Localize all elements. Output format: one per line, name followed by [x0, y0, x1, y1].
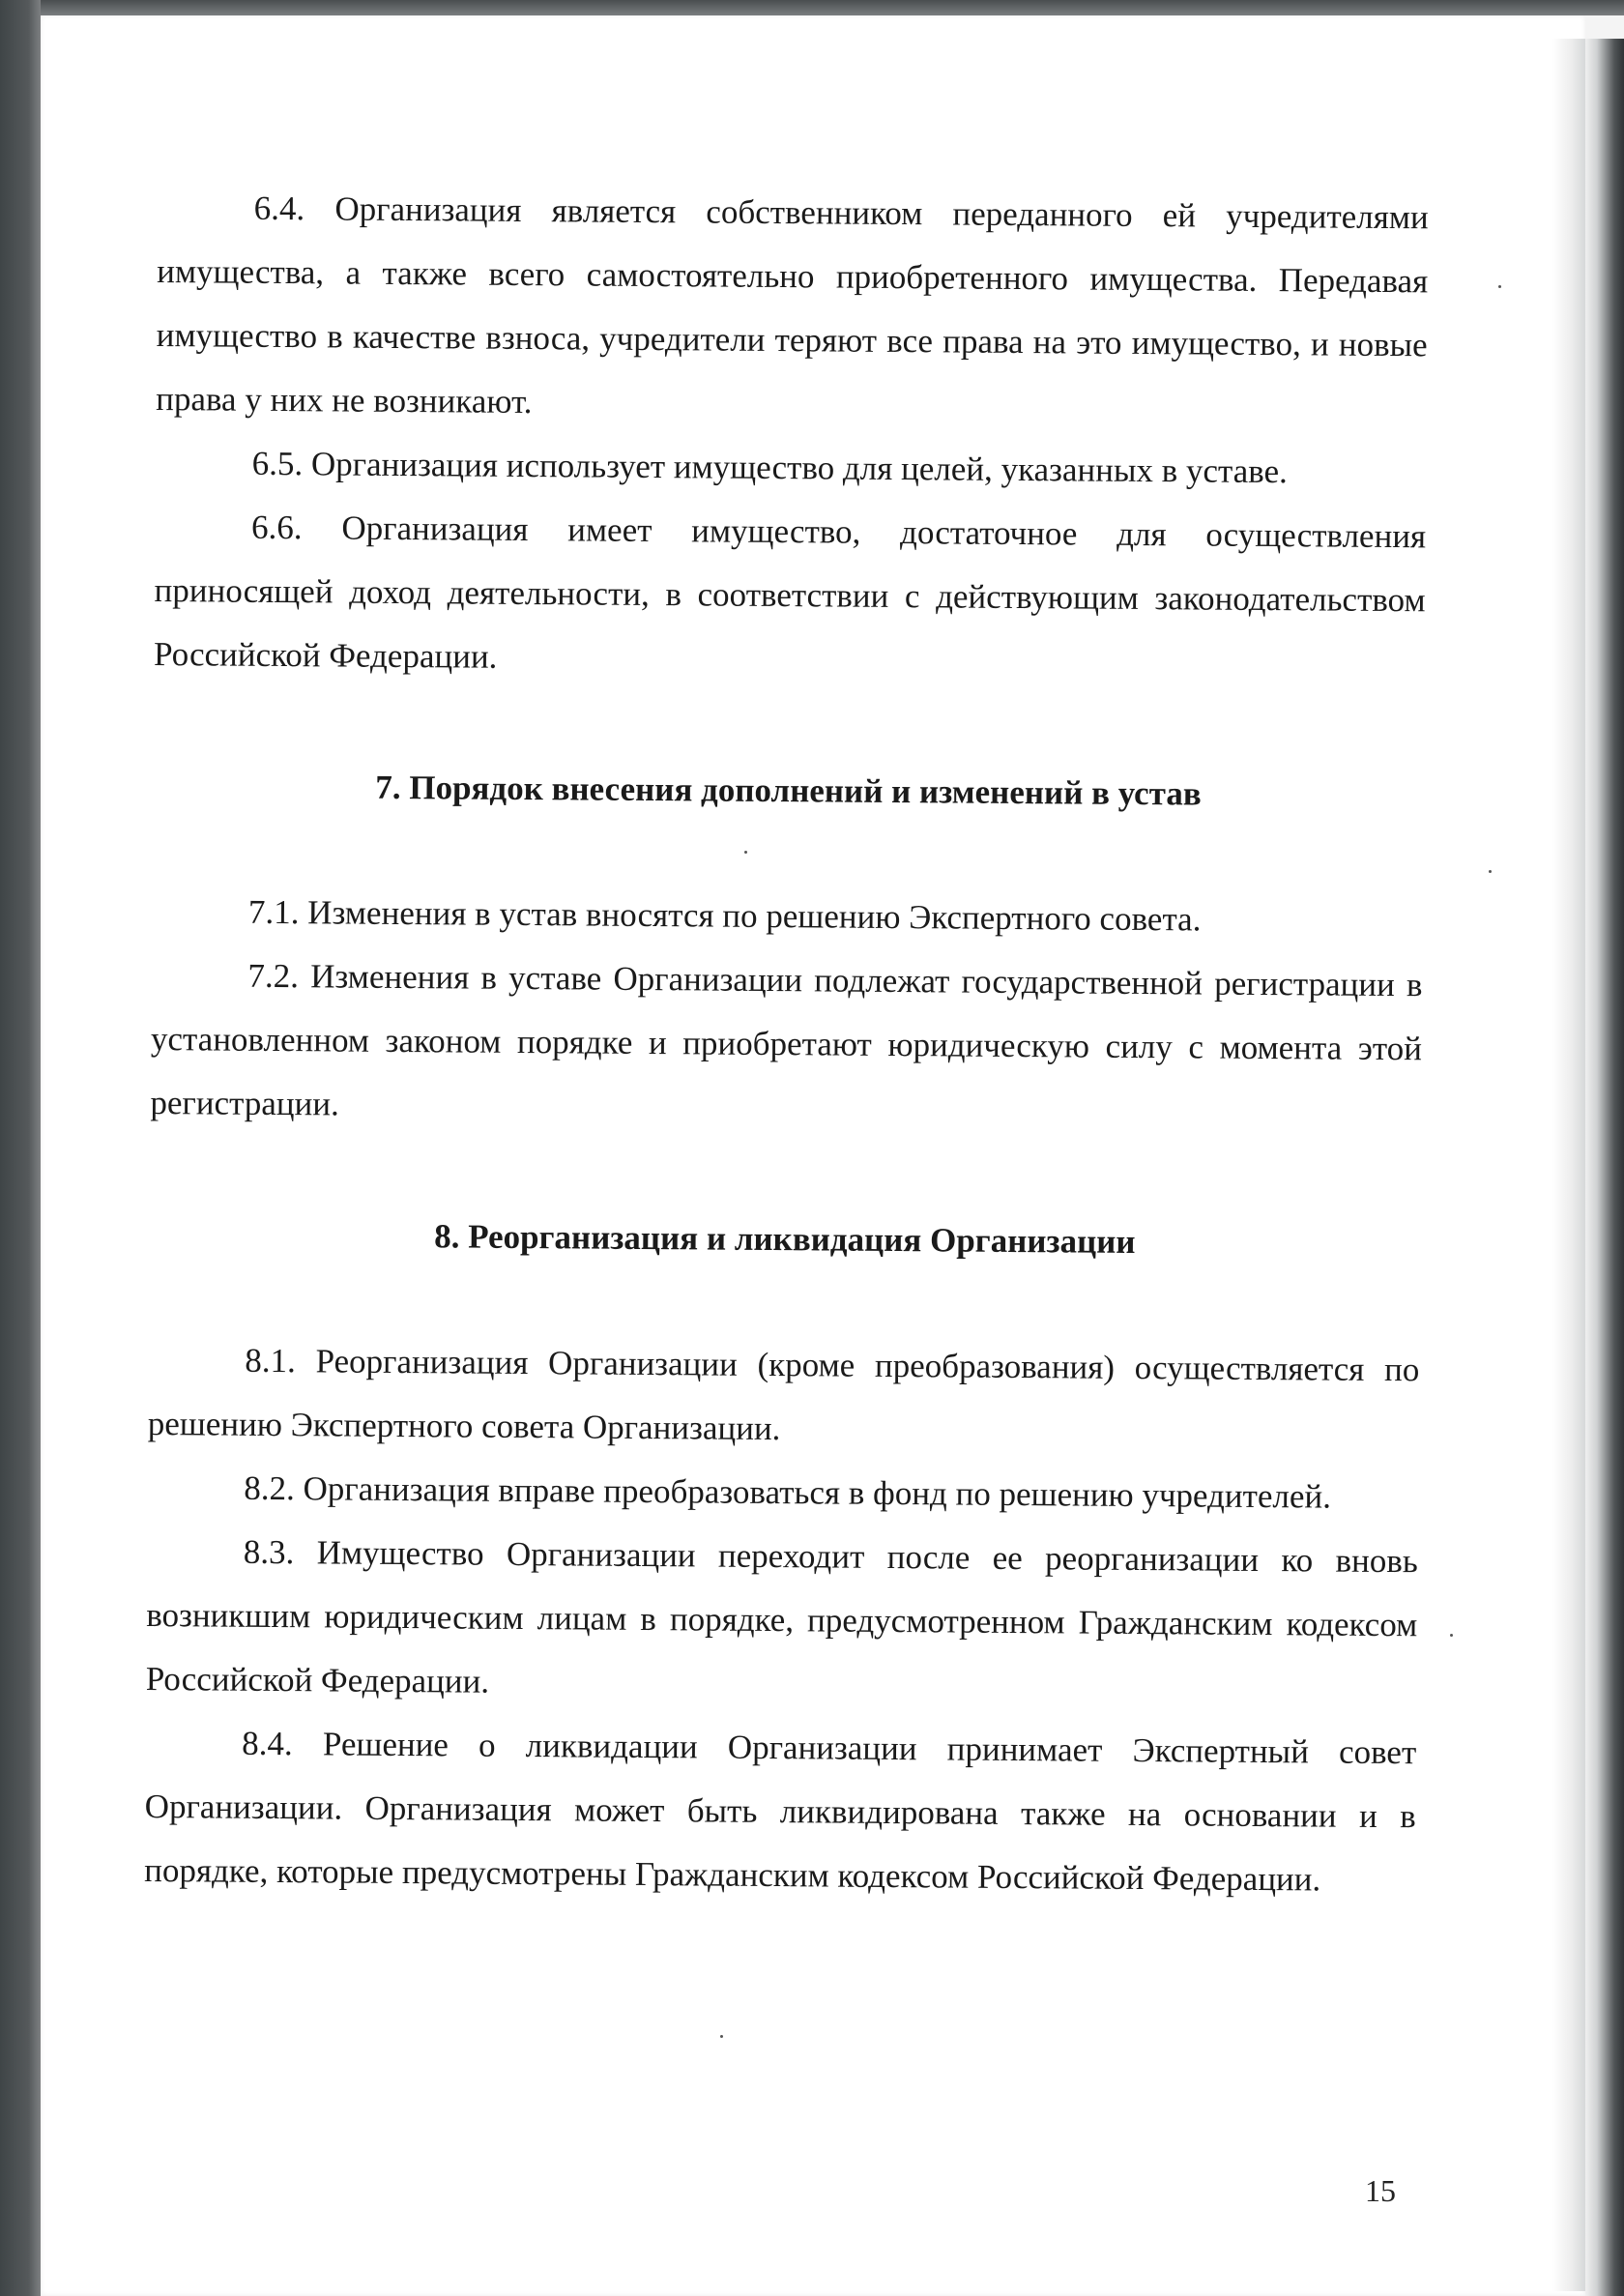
paragraph-8-1: 8.1. Реорганизация Организации (кроме преобразования) осуществляется по решению Экспертного совета Организации.	[147, 1341, 1420, 1448]
scan-top-edge	[0, 0, 1624, 15]
spacer	[152, 818, 1423, 889]
page-number: 15	[1365, 2173, 1396, 2208]
paragraph-7-1: 7.1. Изменения в устав вносятся по решению Экспертного совета.	[247, 892, 1202, 939]
section-8-heading: 8. Реорганизация и ликвидация Организации	[434, 1217, 1136, 1261]
paragraph-6-5: 6.5. Организация использует имущество для целей, указанных в уставе.	[251, 444, 1289, 491]
paragraph-6-6: 6.6. Организация имеет имущество, достаточное для осуществления приносящей доход деятельности, в соответствии с действующим законодательством Российской Федерации.	[153, 508, 1427, 676]
paragraph-7-2: 7.2. Изменения в уставе Организации подлежат государственной регистрации в установленном законом порядке и приобретают юридическую силу с момента этой регистрации.	[150, 956, 1423, 1123]
scan-speck	[720, 2035, 723, 2038]
page-fold-shadow	[1552, 39, 1585, 2291]
scan-speck	[1450, 1634, 1453, 1637]
paragraph-8-3: 8.3. Имущество Организации переходит после ее реорганизации ко вновь возникшим юридическим лицам в порядке, предусмотренном Гражданским кодексом Российской Федерации.	[145, 1532, 1418, 1700]
scan-speck	[1498, 285, 1501, 288]
spacer	[153, 686, 1425, 764]
scan-speck	[744, 851, 747, 854]
document-body	[144, 176, 1429, 1912]
paragraph-8-2: 8.2. Организация вправе преобразоваться в фонд по решению учредителей.	[244, 1468, 1332, 1516]
section-7-heading: 7. Порядок внесения дополнений и изменений в устав	[375, 768, 1202, 813]
scan-speck	[1489, 870, 1492, 873]
scan-left-edge	[0, 0, 41, 2296]
paragraph-6-4: 6.4. Организация является собственником переданного ей учредителями имущества, а также всего самостоятельно приобретенного имущества. Передавая имущество в качестве взноса, учредители теряют все права на это имущество, и новые права у них не возникают.	[156, 189, 1429, 421]
spacer	[149, 1266, 1420, 1338]
spacer	[150, 1135, 1422, 1212]
scan-right-edge	[1585, 39, 1624, 2296]
paragraph-8-4: 8.4. Решение о ликвидации Организации принимает Экспертный совет Организации. Организация может быть ликвидирована также на основании и в порядке, которые предусмотрены Гражданским кодексом Российской Федерации.	[144, 1724, 1417, 1899]
